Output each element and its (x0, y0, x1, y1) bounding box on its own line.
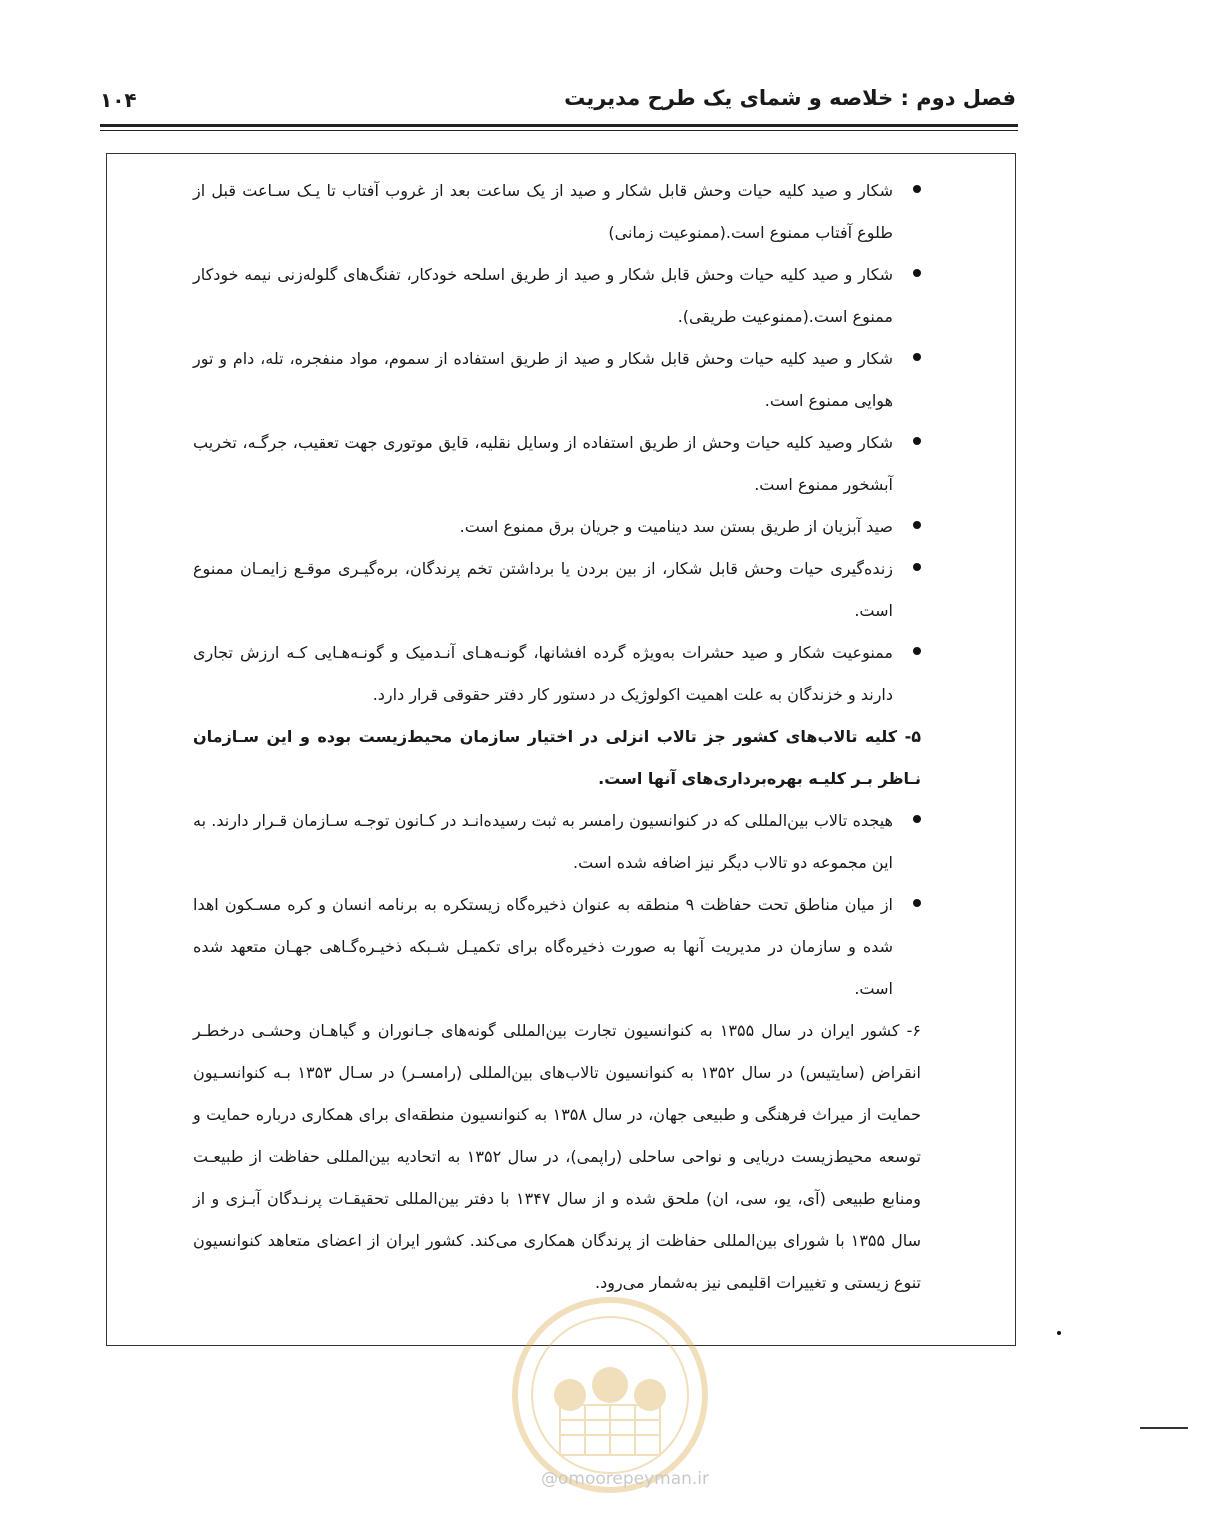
margin-dash (1140, 1427, 1188, 1429)
list-item: شکار و صید کلیه حیات وحش قابل شکار و صید از طریق استفاده از سموم، مواد منفجره، تله، دام و تور هوایی ممنوع است. (193, 338, 921, 422)
list-item: شکار وصید کلیه حیات وحش از طریق استفاده از وسایل نقلیه، قایق موتوری جهت تعقیب، جرگـه، تخریب آبشخور ممنوع است. (193, 422, 921, 506)
page-number: ۱۰۴ (100, 88, 137, 112)
list-item: از میان مناطق تحت حفاظت ۹ منطقه به عنوان ذخیره‌گاه زیستکره به برنامه انسان و کره مسـکون اهدا شده و سازمان در مدیریت آنها به صورت ذخیره‌گاه برای تکمیـل شـبکه ذخیـره‌گـاهی جهـان متعهد شده است. (193, 884, 921, 1010)
list-item: زنده‌گیری حیات وحش قابل شکار، از بین بردن یا برداشتن تخم پرندگان، بره‌گیـری موقـع زایمـان ممنوع است. (193, 548, 921, 632)
section-6-paragraph: ۶- کشور ایران در سال ۱۳۵۵ به کنوانسیون تجارت بین‌المللی گونه‌های جـانوران و گیاهـان وحشـی درخطـر انقراض (سایتیس) در سال ۱۳۵۲ به کنوانسیون تالاب‌های بین‌المللی (رامسـر) در سـال ۱۳۵۳ بـه کنوانسـیون حمایت از میراث فرهنگی و طبیعی جهان، در سال ۱۳۵۸ به کنوانسیون منطقه‌ای برای همکاری درباره حمایت و توسعه محیط‌زیست دریایی و نواحی ساحلی (راپمی)، در سال ۱۳۵۲ به اتحادیه بین‌المللی حفاظت از طبیعـت ومنابع طبیعی (آی، یو، سی، ان) ملحق شده و از سال ۱۳۴۷ با دفتر بین‌المللی تحقیقـات پرنـدگان آبـزی و از سال ۱۳۵۵ با شورای بین‌المللی حفاظت از پرندگان همکاری می‌کند. کشور ایران از اعضای متعاهد کنوانسیون تنوع زیستی و تغییرات اقلیمی نیز به‌شمار می‌رود. (193, 1021, 922, 1292)
section-5-heading: ۵- کلیه تالاب‌های کشور جز تالاب انزلی در اختیار سازمان محیط‌زیست بوده و این سـازمان نـاظر بـر کلیـه بهره‌برداری‌های آنها است. (193, 727, 921, 788)
watermark-url (510, 1469, 740, 1489)
list-item: صید آبزیان از طریق بستن سد دینامیت و جریان برق ممنوع است. (193, 506, 921, 548)
header-rule-thin (100, 130, 1018, 131)
bullet-list-wetlands (193, 800, 921, 1010)
margin-dot (1057, 1331, 1061, 1335)
list-item: شکار و صید کلیه حیات وحش قابل شکار و صید از یک ساعت بعد از غروب آفتاب تا یـک سـاعت قبل از طلوع آفتاب ممنوع است.(ممنوعیت زمانی) (193, 170, 921, 254)
chapter-title: فصل دوم : خلاصه و شمای یک طرح مدیریت (564, 86, 1016, 110)
content-body (193, 170, 921, 1304)
watermark-url-text: omoorepeyman.ir (557, 1469, 710, 1489)
list-item: هیجده تالاب بین‌المللی که در کنوانسیون رامسر به ثبت رسیده‌انـد در کـانون توجـه سـازمان قـرار دارند. به این مجموعه دو تالاب دیگر نیز اضافه شده است. (193, 800, 921, 884)
bullet-list-prohibitions (193, 170, 921, 716)
header-rule-thick (100, 124, 1018, 127)
list-item: ممنوعیت شکار و صید حشرات به‌ویژه گرده افشانها، گونـه‌هـای آنـدمیک و گونـه‌هـایی کـه ارزش تجاری دارند و خزندگان به علت اهمیت اکولوژیک در دستور کار دفتر حقوقی قرار دارد. (193, 632, 921, 716)
at-icon: @ (540, 1469, 558, 1489)
list-item: شکار و صید کلیه حیات وحش قابل شکار و صید از طریق اسلحه خودکار، تفنگ‌های گلوله‌زنی نیمه خودکار ممنوع است.(ممنوعیت طریقی). (193, 254, 921, 338)
